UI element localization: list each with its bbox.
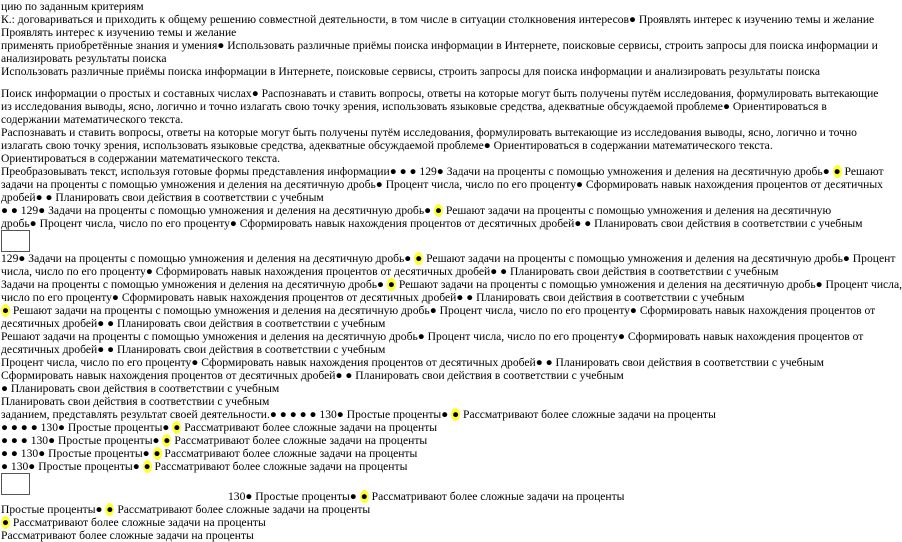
text-line-32: заданием, представлять результат своей деятельности.● ● ● ● ● 130● Простые проценты● ● Рассматривают более сложные задачи на проценты <box>1 408 716 421</box>
highlighted-bullet: ● <box>106 503 114 516</box>
text-line-35: ● ● 130● Простые проценты● ● Рассматривают более сложные задачи на проценты <box>1 447 418 460</box>
highlighted-bullet: ● <box>2 516 10 529</box>
text-line-2: К.: договариваться и приходить к общему решению совместной деятельности, в том числе в ситуации столкновения интересов● Проявлять интерес к изучению темы и желание <box>1 13 875 26</box>
text-line-12: излагать свою точку зрения, использовать языковые средства, адекватные обсуждаемой проблеме● Ориентироваться в содержании математического текста. <box>1 139 773 152</box>
text-line-24: ● Решают задачи на проценты с помощью умножения и деления на десятичную дробь● Процент числа, число по его проценту● Сформировать навык нахождения процентов от <box>2 304 876 317</box>
text-line-22: Задачи на проценты с помощью умножения и деления на десятичную дробь● ● Решают задачи на проценты с помощью умножения и деления на десятичную дробь● Процент числа, <box>1 278 902 291</box>
highlighted-bullet: ● <box>833 165 841 178</box>
text-line-10: содержании математического текста. <box>1 113 184 126</box>
text-line-34: ● ● ● 130● Простые проценты● ● Рассматривают более сложные задачи на проценты <box>1 434 428 447</box>
highlighted-bullet: ● <box>173 421 181 434</box>
text-line-26: Решают задачи на проценты с помощью умножения и деления на десятичную дробь● Процент числа, число по его проценту● Сформировать навык нахождения процентов от <box>1 330 864 343</box>
highlighted-bullet: ● <box>153 447 161 460</box>
text-line-15: задачи на проценты с помощью умножения и деления на десятичную дробь● Процент числа, число по его проценту● Сформировать навык нахождения процентов от десятичных <box>1 178 883 191</box>
text-line-1: цию по заданным критериям <box>1 0 144 13</box>
text-line-40: ● Рассматривают более сложные задачи на проценты <box>2 516 266 529</box>
text-line-25: десятичных дробей● ● Планировать свои действия в соответствии с учебным <box>1 317 386 330</box>
highlighted-bullet: ● <box>360 490 368 503</box>
text-line-38: 130● Простые проценты● ● Рассматривают более сложные задачи на проценты <box>228 490 625 503</box>
text-line-3: Проявлять интерес к изучению темы и желание <box>1 26 237 39</box>
text-line-6: Использовать различные приёмы поиска информации в Интернете, поисковые сервисы, строить запросы для поиска информации и анализировать результаты поиска <box>1 65 821 78</box>
highlighted-bullet: ● <box>435 204 443 217</box>
highlighted-bullet: ● <box>387 278 395 291</box>
text-line-20: 129● Задачи на проценты с помощью умножения и деления на десятичную дробь● ● Решают задачи на проценты с помощью умножения и деления на десятичную дробь● Процент <box>1 252 896 265</box>
text-line-5: анализировать результаты поиска <box>1 52 167 65</box>
text-line-9: из исследования выводы, ясно, логично и точно излагать свою точку зрения, использовать языковые средства, адекватные обсуждаемой проблеме● Ориентироваться в <box>1 100 827 113</box>
text-line-36: ● 130● Простые проценты● ● Рассматривают более сложные задачи на проценты <box>1 460 408 473</box>
highlighted-bullet: ● <box>415 252 423 265</box>
text-line-13: Ориентироваться в содержании математического текста. <box>1 152 281 165</box>
text-line-23: число по его проценту● Сформировать навык нахождения процентов от десятичных дробей● ● Планировать свои действия в соответствии с учебным <box>1 291 745 304</box>
text-line-29: Сформировать навык нахождения процентов от десятичных дробей● ● Планировать свои действия в соответствии с учебным <box>1 369 624 382</box>
text-line-39: Простые проценты● ● Рассматривают более сложные задачи на проценты <box>1 503 371 516</box>
highlighted-bullet: ● <box>2 304 10 317</box>
text-line-21: числа, число по его проценту● Сформировать навык нахождения процентов от десятичных дробей● ● Планировать свои действия в соответствии с учебным <box>1 265 779 278</box>
text-line-14: Преобразовывать текст, используя готовые формы представления информации● ● ● 129● Задачи на проценты с помощью умножения и деления на десятичную дробь● ● Решают <box>1 165 884 178</box>
text-line-41: Рассматривают более сложные задачи на проценты <box>1 529 254 542</box>
empty-frame-box-2 <box>1 473 30 495</box>
text-line-30: ● Планировать свои действия в соответствии с учебным <box>1 382 280 395</box>
text-line-33: ● ● ● ● 130● Простые проценты● ● Рассматривают более сложные задачи на проценты <box>1 421 438 434</box>
highlighted-bullet: ● <box>452 408 460 421</box>
text-line-4: применять приобретённые знания и умения● Использовать различные приёмы поиска информации в Интернете, поисковые сервисы, строить запросы для поиска информации и <box>1 39 878 52</box>
text-line-17: ● ● 129● Задачи на проценты с помощью умножения и деления на десятичную дробь● ● Решают задачи на проценты с помощью умножения и деления на десятичную <box>1 204 832 217</box>
text-line-11: Распознавать и ставить вопросы, ответы на которые могут быть получены путём исследования, формулировать вытекающие из исследования выводы, ясно, логично и точно <box>1 126 857 139</box>
text-line-28: Процент числа, число по его проценту● Сформировать навык нахождения процентов от десятичных дробей● ● Планировать свои действия в соответствии с учебным <box>1 356 824 369</box>
text-line-31: Планировать свои действия в соответствии с учебным <box>1 395 270 408</box>
text-line-27: десятичных дробей● ● Планировать свои действия в соответствии с учебным <box>1 343 386 356</box>
text-line-16: дробей● ● Планировать свои действия в соответствии с учебным <box>1 191 324 204</box>
empty-frame-box <box>1 230 30 252</box>
text-line-8: Поиск информации о простых и составных числах● Распознавать и ставить вопросы, ответы на которые могут быть получены путём исследования, формулировать вытекающие <box>1 87 879 100</box>
highlighted-bullet: ● <box>143 460 151 473</box>
highlighted-bullet: ● <box>163 434 171 447</box>
text-line-18: дробь● Процент числа, число по его проценту● Сформировать навык нахождения процентов от десятичных дробей● ● Планировать свои действия в соответствии с учебным <box>1 217 863 230</box>
